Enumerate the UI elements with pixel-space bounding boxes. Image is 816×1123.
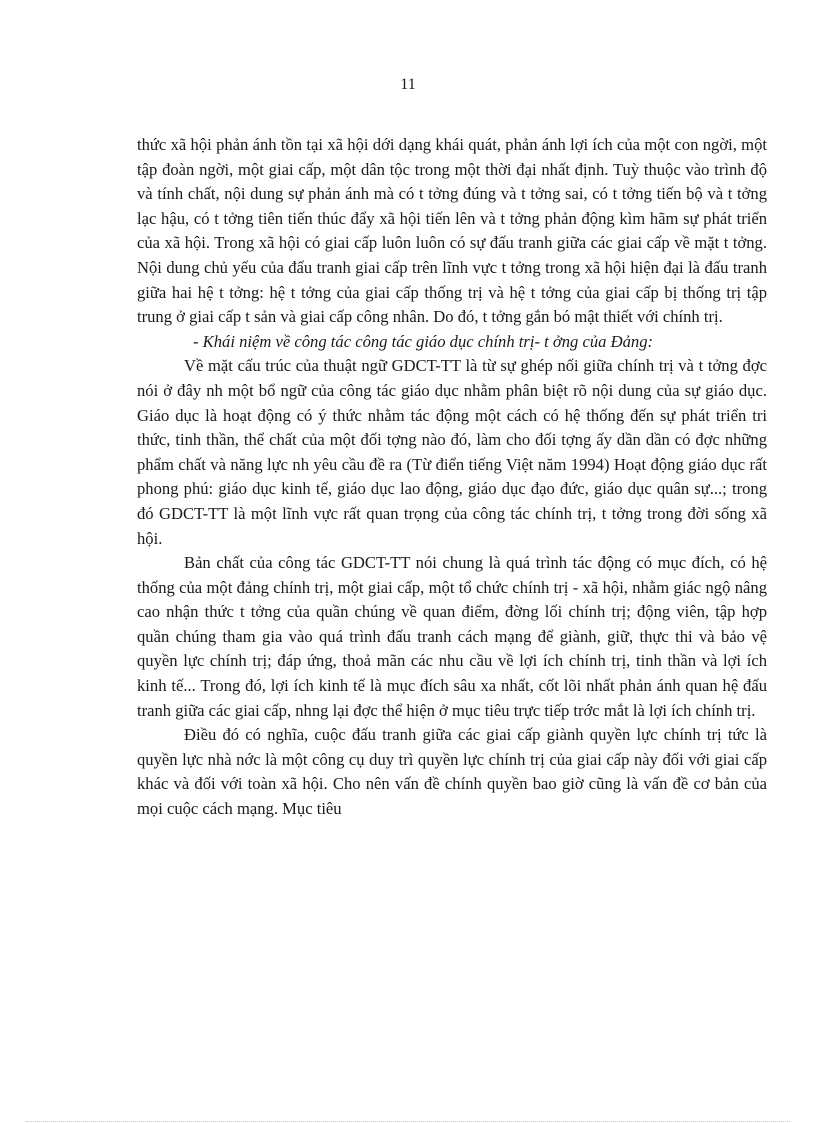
paragraph-essence: Bản chất của công tác GDCT-TT nói chung là quá trình tác động có mục đích, có hệ thống của một đảng chính trị, một giai cấp, một tổ chức chính trị - xã hội, nhằm giác ngộ nâng cao nhận thức t tởng của quần chúng về quan điểm, đờng lối chính trị; động viên, tập hợp quần chúng tham gia vào quá trình đấu tranh cách mạng để giành, giữ, thực thi và bảo vệ quyền lực chính trị; đáp ứng, thoả mãn các nhu cầu về lợi ích chính trị, tinh thần và lợi ích kinh tế... Trong đó, lợi ích kinh tế là mục đích sâu xa nhất, cốt lõi nhất phản ánh quan hệ đấu tranh giữa các giai cấp, nhng lại đợc thể hiện ở mục tiêu trực tiếp trớc mắt là lợi ích chính trị. xyxy=(137,553,767,720)
body-text xyxy=(137,133,767,822)
paragraph-terminology: Về mặt cấu trúc của thuật ngữ GDCT-TT là từ sự ghép nối giữa chính trị và t tởng đợc nói ở đây nh một bổ ngữ của công tác giáo dục nhằm phân biệt rõ nội dung của sự giáo dục. Giáo dục là hoạt động có ý thức nhằm tác động một cách có hệ thống đến sự phát triển tri thức, tinh thần, thể chất của một đối tợng nào đó, làm cho đối tợng ấy dần dần có đợc những phẩm chất và năng lực nh yêu cầu đề ra (Từ điển tiếng Việt năm 1994) Hoạt động giáo dục rất phong phú: giáo dục kinh tế, giáo dục lao động, giáo dục đạo đức, giáo dục quân sự...; trong đó GDCT-TT là một lĩnh vực rất quan trọng của công tác chính trị, t tởng trong đời sống xã hội. xyxy=(137,356,767,548)
section-heading: - Khái niệm về công tác công tác giáo dục chính trị- t ởng của Đảng: xyxy=(193,331,654,351)
paragraph-intro: thức xã hội phản ánh tồn tại xã hội dới dạng khái quát, phản ánh lợi ích của một con ngời, một tập đoàn ngời, một giai cấp, một dân tộc trong một thời đại nhất định. Tuỳ thuộc vào trình độ và tính chất, nội dung sự phản ánh mà có t tởng đúng và t tởng sai, có t tởng tiến bộ và t tởng lạc hậu, có t tởng tiên tiến thúc đẩy xã hội tiến lên và t tởng phản động kìm hãm sự phát triển của xã hội. Trong xã hội có giai cấp luôn luôn có sự đấu tranh giữa các giai cấp về mặt t tởng. Nội dung chủ yếu của đấu tranh giai cấp trên lĩnh vực t tởng trong xã hội hiện đại là đấu tranh giữa hai hệ t tởng: hệ t tởng của giai cấp thống trị và hệ t tởng của giai cấp bị thống trị tập trung ở giai cấp t sản và giai cấp công nhân. Do đó, t tởng gắn bó mật thiết với chính trị. xyxy=(137,135,767,327)
page-bottom-divider xyxy=(26,1121,790,1122)
page-number: 11 xyxy=(400,76,416,93)
paragraph-power-struggle: Điều đó có nghĩa, cuộc đấu tranh giữa các giai cấp giành quyền lực chính trị tức là quyền lực nhà nớc là một công cụ duy trì quyền lực chính trị của giai cấp này đối với giai cấp khác và đối với toàn xã hội. Cho nên vấn đề chính quyền bao giờ cũng là vấn đề cơ bản của mọi cuộc cách mạng. Mục tiêu xyxy=(137,725,767,819)
